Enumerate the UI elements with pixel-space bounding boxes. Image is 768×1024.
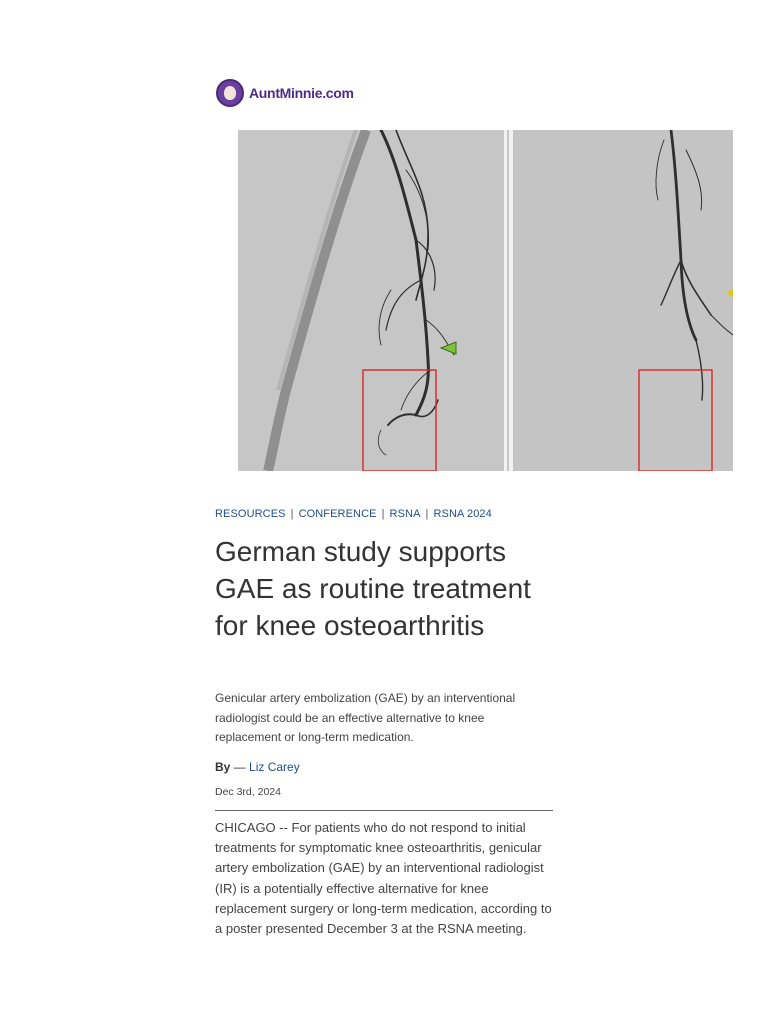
publish-date: Dec 3rd, 2024	[215, 786, 281, 798]
byline	[215, 760, 300, 774]
divider	[215, 810, 553, 811]
tag-conference[interactable]: CONFERENCE	[298, 508, 377, 520]
hero-image	[216, 130, 733, 471]
author-link[interactable]: Liz Carey	[249, 760, 300, 774]
byline-label: By	[215, 760, 231, 774]
article-body-paragraph: CHICAGO -- For patients who do not respond to initial treatments for symptomatic knee osteoarthritis, genicular artery embolization (GAE) by an interventional radiologist (IR) is a potentially effective alternative for knee replacement surgery or long-term medication, according to a poster presented December 3 at the RSNA meeting.	[215, 820, 552, 937]
auntminnie-logo-icon	[216, 79, 244, 107]
category-tags	[215, 508, 492, 520]
tag-separator: |	[425, 508, 429, 520]
byline-dash: —	[230, 760, 250, 774]
article-dek: Genicular artery embolization (GAE) by an interventional radiologist could be an effective alternative to knee replacement or long-term medication.	[215, 691, 516, 744]
tag-rsna-2024[interactable]: RSNA 2024	[433, 508, 492, 520]
site-logo-link[interactable]	[216, 79, 354, 107]
site-logo-text: AuntMinnie.com	[249, 85, 354, 101]
tag-separator: |	[290, 508, 294, 520]
tag-separator: |	[381, 508, 385, 520]
tag-rsna[interactable]: RSNA	[389, 508, 421, 520]
tag-resources[interactable]: RESOURCES	[215, 508, 286, 520]
article-title: German study supports GAE as routine treatment for knee osteoarthritis	[215, 536, 531, 641]
